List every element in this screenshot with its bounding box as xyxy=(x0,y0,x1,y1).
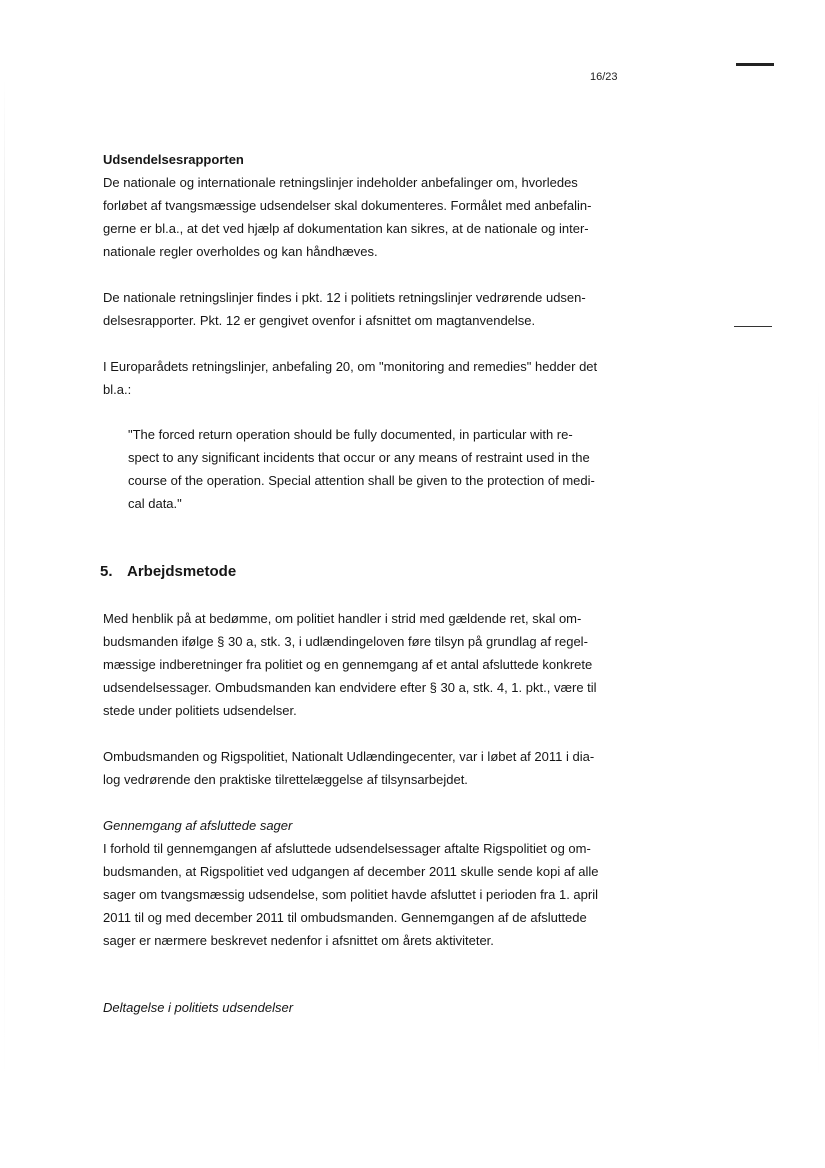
subsection-participation xyxy=(103,996,603,1019)
text-line: mæssige indberetninger fra politiet og en gennemgang af et antal afsluttede konkrete xyxy=(103,657,593,672)
section-5-paragraph-2 xyxy=(103,745,603,791)
subsection-heading: Deltagelse i politiets udsendelser xyxy=(103,1000,294,1015)
text-line: Med henblik på at bedømme, om politiet handler i strid med gældende ret, skal om- xyxy=(103,611,582,626)
text-line: De nationale og internationale retningslinjer indeholder anbefalinger om, hvorledes xyxy=(103,175,578,190)
quote-line: spect to any significant incidents that occur or any means of restraint used in the xyxy=(128,450,590,465)
report-paragraph-national xyxy=(103,286,603,332)
quote-line: "The forced return operation should be fully documented, in particular with re- xyxy=(128,427,573,442)
scan-edge-right xyxy=(818,380,819,1080)
text-line: gerne er bl.a., at det ved hjælp af dokumentation kan sikres, at de nationale og inter- xyxy=(103,221,589,236)
report-heading: Udsendelsesrapporten xyxy=(103,152,244,167)
text-line: I forhold til gennemgangen af afsluttede udsendelsessager aftalte Rigspolitiet og om- xyxy=(103,841,591,856)
text-line: forløbet af tvangsmæssige udsendelser skal dokumenteres. Formålet med anbefalin- xyxy=(103,198,592,213)
section-title: Arbejdsmetode xyxy=(127,563,237,580)
margin-mark-top xyxy=(736,63,774,66)
text-line: sager om tvangsmæssig udsendelse, som politiet havde afsluttet i perioden fra 1. april xyxy=(103,887,598,902)
text-line: budsmanden ifølge § 30 a, stk. 3, i udlændingeloven føre tilsyn på grundlag af regel- xyxy=(103,634,588,649)
report-paragraph-europe xyxy=(103,355,603,401)
section-number: 5. xyxy=(100,563,113,580)
page-number: 16/23 xyxy=(590,71,618,83)
report-section-intro xyxy=(103,148,603,263)
text-line: bl.a.: xyxy=(103,382,132,397)
text-line: delsesrapporter. Pkt. 12 er gengivet ovenfor i afsnittet om magtanvendelse. xyxy=(103,313,536,328)
text-line: Ombudsmanden og Rigspolitiet, Nationalt Udlændingecenter, var i løbet af 2011 i dia- xyxy=(103,749,595,764)
subsection-closed-cases xyxy=(103,814,603,952)
text-line: nationale regler overholdes og kan håndhæves. xyxy=(103,244,378,259)
text-line: sager er nærmere beskrevet nedenfor i afsnittet om årets aktiviteter. xyxy=(103,933,494,948)
quote-line: course of the operation. Special attention shall be given to the protection of medi- xyxy=(128,473,595,488)
quote-line: cal data." xyxy=(128,496,182,511)
text-line: log vedrørende den praktiske tilrettelæggelse af tilsynsarbejdet. xyxy=(103,772,468,787)
section-5-heading xyxy=(100,561,236,583)
text-line: stede under politiets udsendelser. xyxy=(103,703,297,718)
subsection-heading: Gennemgang af afsluttede sager xyxy=(103,818,293,833)
text-line: De nationale retningslinjer findes i pkt. 12 i politiets retningslinjer vedrørende udsen- xyxy=(103,290,586,305)
text-line: I Europarådets retningslinjer, anbefaling 20, om "monitoring and remedies" hedder det xyxy=(103,359,598,374)
section-5-paragraph-1 xyxy=(103,607,603,722)
text-line: udsendelsessager. Ombudsmanden kan endvidere efter § 30 a, stk. 4, 1. pkt., være til xyxy=(103,680,597,695)
text-line: 2011 til og med december 2011 til ombudsmanden. Gennemgangen af de afsluttede xyxy=(103,910,587,925)
text-line: budsmanden, at Rigspolitiet ved udgangen af december 2011 skulle sende kopi af alle xyxy=(103,864,599,879)
margin-mark-middle xyxy=(734,326,772,327)
block-quote xyxy=(128,423,598,515)
scan-edge-left xyxy=(4,80,5,1080)
